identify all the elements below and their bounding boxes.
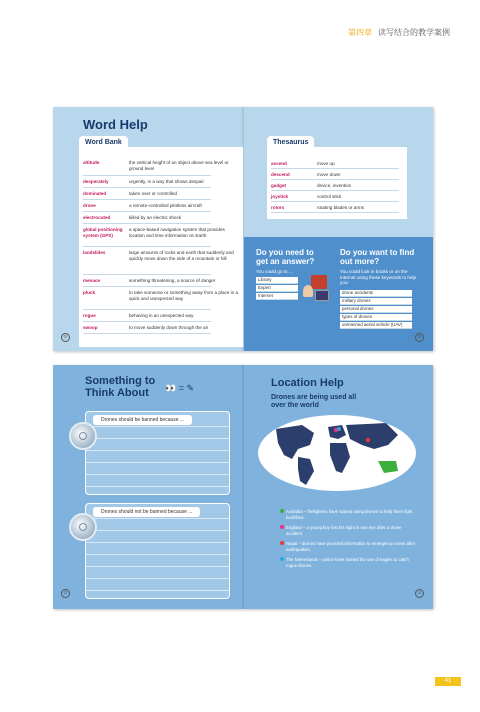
location-item [286,541,416,552]
row-divider [83,175,211,176]
row-divider [83,274,211,275]
expert-icon [303,285,313,297]
writing-line [86,578,229,579]
writing-line [86,462,229,463]
location-item [286,509,416,520]
word-bank-definition: to take someone or something away from a place in a quick and unexpected way [129,290,239,301]
world-map-graphic [258,415,416,491]
thesaurus-term: joystick [271,194,289,199]
find-out-lead-text: You could look in books or on the Internet using these keywords to help you: [340,269,417,285]
word-bank-definition: taken over or controlled [129,191,178,196]
page-ornament-icon: ⊙ [415,333,424,342]
thesaurus-definition: device, invention [317,183,352,188]
thesaurus-definition: rotating blades or arms [317,205,364,210]
writing-line [86,554,229,555]
keyword-item: military drones [340,298,412,305]
row-divider [83,187,211,188]
keyword-item: drone accidents [340,290,412,297]
thesaurus-term: ascend [271,161,287,166]
world-map [258,415,416,491]
location-item [286,557,416,568]
writing-line [86,542,229,543]
word-bank-definition: behaving in an unexpected way [129,313,194,318]
eyes-equals-pencil-icon: 👀 = ✎ [165,383,195,393]
row-divider [83,246,211,247]
books-icon [311,275,327,289]
row-divider [83,286,211,287]
writing-line [86,530,229,531]
keyword-item: personal drones [340,306,412,313]
writing-line [86,426,229,427]
word-bank-term: global positioning system (GPS) [83,227,123,238]
writing-line [86,486,229,487]
word-bank-definition: urgently, in a way that shows despair [129,179,204,184]
row-divider [271,201,399,202]
button-disc-icon [69,513,97,541]
answer-question-title: Do you need to get an answer? [256,248,315,266]
word-bank-term: pluck [83,290,95,295]
row-divider [83,321,211,322]
word-bank-definition: large amounts of rocks and earth that suddenly and quickly move down the side of a mountain or hill [129,250,234,261]
map-pin-icon [280,557,284,561]
banned-because-label: Drones should be banned because ... [93,415,192,425]
keyword-item: types of drones [340,314,412,321]
answer-option: Library [256,277,298,284]
not-banned-because-box[interactable] [85,503,230,599]
word-bank-term: desperately [83,179,109,184]
word-bank-definition: killed by an electric shock [129,215,182,220]
word-bank-tab: Word Bank [79,136,128,149]
writing-line [86,438,229,439]
thesaurus-definition: move down [317,172,341,177]
answer-lead-text: You could go to ... [256,269,293,274]
think-title-line1: Something to [85,375,156,387]
word-bank-term: landslides [83,250,106,255]
row-divider [83,309,211,310]
page-ornament-icon: ⊙ [415,589,424,598]
think-title [85,375,155,399]
chapter-number: 第四章 [348,28,372,37]
row-divider [271,212,399,213]
word-bank-term: dominated [83,191,107,196]
think-location-spread [53,365,433,609]
page-number: 41 [435,677,461,686]
thesaurus-definition: control stick [317,194,342,199]
location-item-text: Nepal – drones have provided information to emergency crews after earthquakes. [286,541,416,552]
writing-line [86,474,229,475]
row-divider [83,333,211,334]
thesaurus-term: gadget [271,183,287,188]
word-bank-definition: a remote-controlled pilotless aircraft [129,203,202,208]
row-divider [271,190,399,191]
page-ornament-icon: ⊙ [61,333,70,342]
location-help-title: Location Help [271,377,344,389]
computer-icon [315,290,329,301]
word-help-spread [53,107,433,351]
answer-option: Expert [256,285,298,292]
chapter-header [348,27,450,38]
think-title-line2: Think About [85,387,149,399]
map-pin-icon [280,509,284,513]
button-disc-icon [69,422,97,450]
word-bank-term: rogue [83,313,96,318]
location-item-text: Australia – firefighters have started using drones to help them fight bushfires. [286,509,413,520]
not-banned-because-label: Drones should not be banned because ... [93,507,200,517]
word-bank-term: swoop [83,325,98,330]
row-divider [83,211,211,212]
writing-line [86,450,229,451]
word-bank-definition: to move suddenly down through the air [129,325,209,330]
chapter-title: 读写结合的教学案例 [378,28,450,37]
location-item [286,525,416,536]
thesaurus-term: rotors [271,205,285,210]
keyword-item: unmanned aerial vehicle (UAV) [340,322,412,329]
writing-line [86,518,229,519]
map-pin-icon [280,541,284,545]
row-divider [271,168,399,169]
word-help-title: Word Help [83,117,148,132]
thesaurus-tab: Thesaurus [267,136,314,149]
row-divider [83,223,211,224]
find-out-title: Do you want to find out more? [340,248,415,266]
thesaurus-term: descend [271,172,290,177]
word-bank-term: electrocuted [83,215,111,220]
row-divider [271,179,399,180]
location-help-subtitle: Drones are being used all over the world [271,394,357,409]
word-bank-term: drone [83,203,96,208]
word-bank-definition: something threatening, a source of danger [129,278,216,283]
word-bank-definition: the vertical height of an object above sea level or ground level [129,160,229,171]
spread-fold [242,365,244,609]
row-divider [83,199,211,200]
word-bank-term: altitude [83,160,100,165]
location-item-text: The Netherlands – police have trained the use of eagles to catch rogue drones. [286,557,409,568]
thesaurus-definition: move up [317,161,335,166]
word-bank-term: menace [83,278,101,283]
writing-line [86,590,229,591]
page-ornament-icon: ⊙ [61,589,70,598]
writing-line [86,566,229,567]
map-pin-icon [280,525,284,529]
location-item-text: England – a young boy lost his sight in one eye after a drone accident. [286,525,402,536]
word-bank-definition: a space-based navigation system that provides location and time information on Earth [129,227,225,238]
answer-option: Internet [256,293,298,300]
